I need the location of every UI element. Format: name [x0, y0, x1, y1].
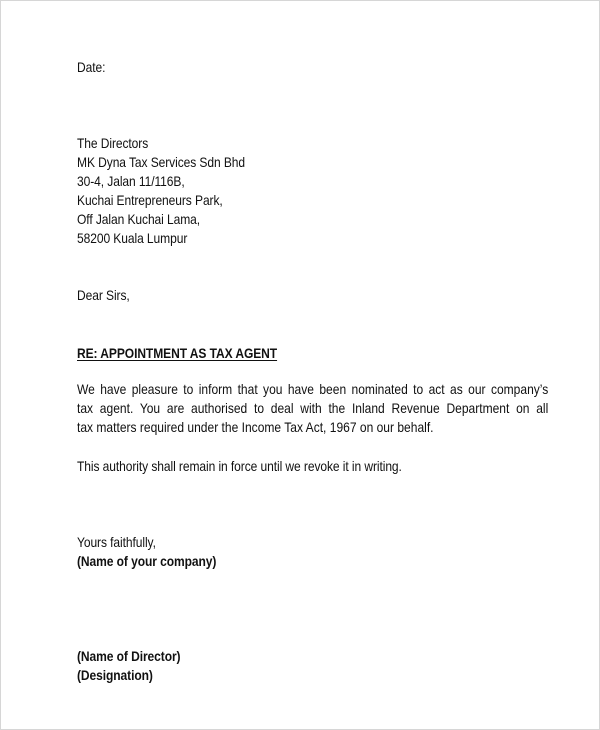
body-line: We have pleasure to inform that you have been nominated to act as our company’s [77, 381, 549, 397]
body-paragraph-2: This authority shall remain in force until we revoke it in writing. [77, 458, 402, 474]
body-line: tax agent. You are authorised to deal with the Inland Revenue Department on all [77, 400, 549, 416]
body-paragraph-1 [77, 380, 548, 437]
recipient-line: 30-4, Jalan 11/116B, [77, 173, 185, 189]
date-label: Date: [77, 59, 106, 75]
recipient-line: 58200 Kuala Lumpur [77, 230, 188, 246]
body-line: tax matters required under the Income Tax Act, 1967 on our behalf. [77, 419, 434, 435]
designation-placeholder: (Designation) [77, 667, 153, 683]
company-name-placeholder: (Name of your company) [77, 553, 217, 569]
closing: Yours faithfully, [77, 534, 156, 550]
recipient-line: Off Jalan Kuchai Lama, [77, 211, 201, 227]
subject-line: RE: APPOINTMENT AS TAX AGENT [77, 345, 278, 361]
recipient-line: The Directors [77, 135, 149, 151]
director-name-placeholder: (Name of Director) [77, 648, 181, 664]
recipient-line: MK Dyna Tax Services Sdn Bhd [77, 154, 246, 170]
salutation: Dear Sirs, [77, 287, 130, 303]
recipient-line: Kuchai Entrepreneurs Park, [77, 192, 223, 208]
